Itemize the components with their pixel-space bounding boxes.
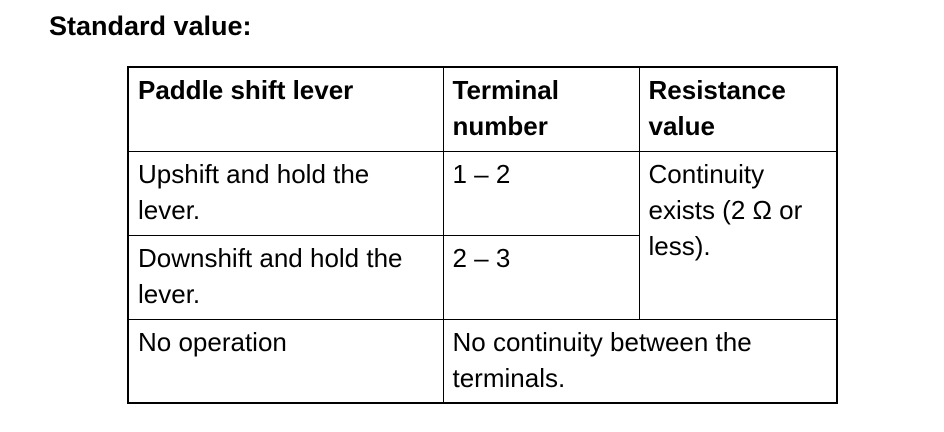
header-terminal-number: Terminal number [443, 67, 639, 151]
cell-resistance-continuity: Continuity exists (2 Ω or less). [639, 151, 837, 319]
table-row [128, 151, 837, 235]
standard-value-table [127, 66, 838, 404]
cell-lever-no-operation: No operation [128, 319, 443, 403]
header-paddle-shift-lever: Paddle shift lever [128, 67, 443, 151]
cell-lever-upshift: Upshift and hold the lever. [128, 151, 443, 235]
cell-terminal-downshift: 2 – 3 [443, 235, 639, 319]
cell-terminal-upshift: 1 – 2 [443, 151, 639, 235]
header-resistance-value: Resistance value [639, 67, 837, 151]
table-row [128, 319, 837, 403]
cell-no-continuity: No continuity between the terminals. [443, 319, 837, 403]
cell-lever-downshift: Downshift and hold the lever. [128, 235, 443, 319]
table-header-row [128, 67, 837, 151]
section-heading: Standard value: [49, 11, 252, 41]
